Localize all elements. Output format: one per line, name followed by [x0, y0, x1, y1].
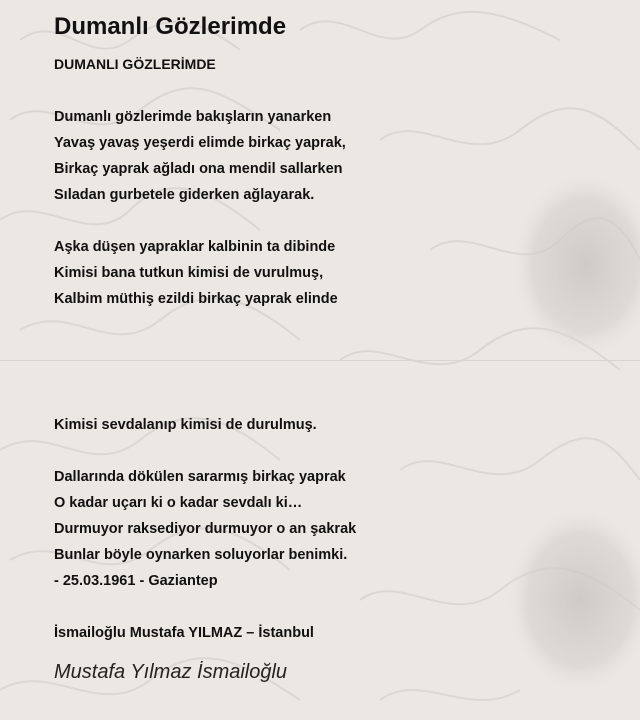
poem-line: Kalbim müthiş ezildi birkaç yaprak elinde	[54, 291, 338, 307]
poem-subtitle: DUMANLI GÖZLERİMDE	[54, 56, 216, 72]
poem-line: Birkaç yaprak ağladı ona mendil sallarken	[54, 161, 343, 177]
poem-line: Kimisi bana tutkun kimisi de vurulmuş,	[54, 265, 324, 281]
poem-line: Dallarında dökülen sararmış birkaç yaprak	[54, 469, 346, 485]
poem-line: Aşka düşen yapraklar kalbinin ta dibinde	[54, 239, 336, 255]
poem-author-line: İsmailoğlu Mustafa YILMAZ – İstanbul	[54, 625, 314, 641]
poem-line: Durmuyor raksediyor durmuyor o an şakrak	[54, 521, 357, 537]
poem-line: O kadar uçarı ki o kadar sevdalı ki…	[54, 495, 303, 511]
poem-line: Kimisi sevdalanıp kimisi de durulmuş.	[54, 417, 317, 433]
author-signature: Mustafa Yılmaz İsmailoğlu	[54, 661, 288, 683]
poem-date-place: - 25.03.1961 - Gaziantep	[54, 573, 218, 589]
poem-line: Bunlar böyle oynarken soluyorlar benimki.	[54, 547, 348, 563]
poem-line: Yavaş yavaş yeşerdi elimde birkaç yaprak,	[54, 135, 346, 151]
poem-line: Sıladan gurbetele giderken ağlayarak.	[54, 187, 315, 203]
poem-line: Dumanlı gözlerimde bakışların yanarken	[54, 109, 332, 125]
page-title: Dumanlı Gözlerimde	[54, 13, 287, 40]
